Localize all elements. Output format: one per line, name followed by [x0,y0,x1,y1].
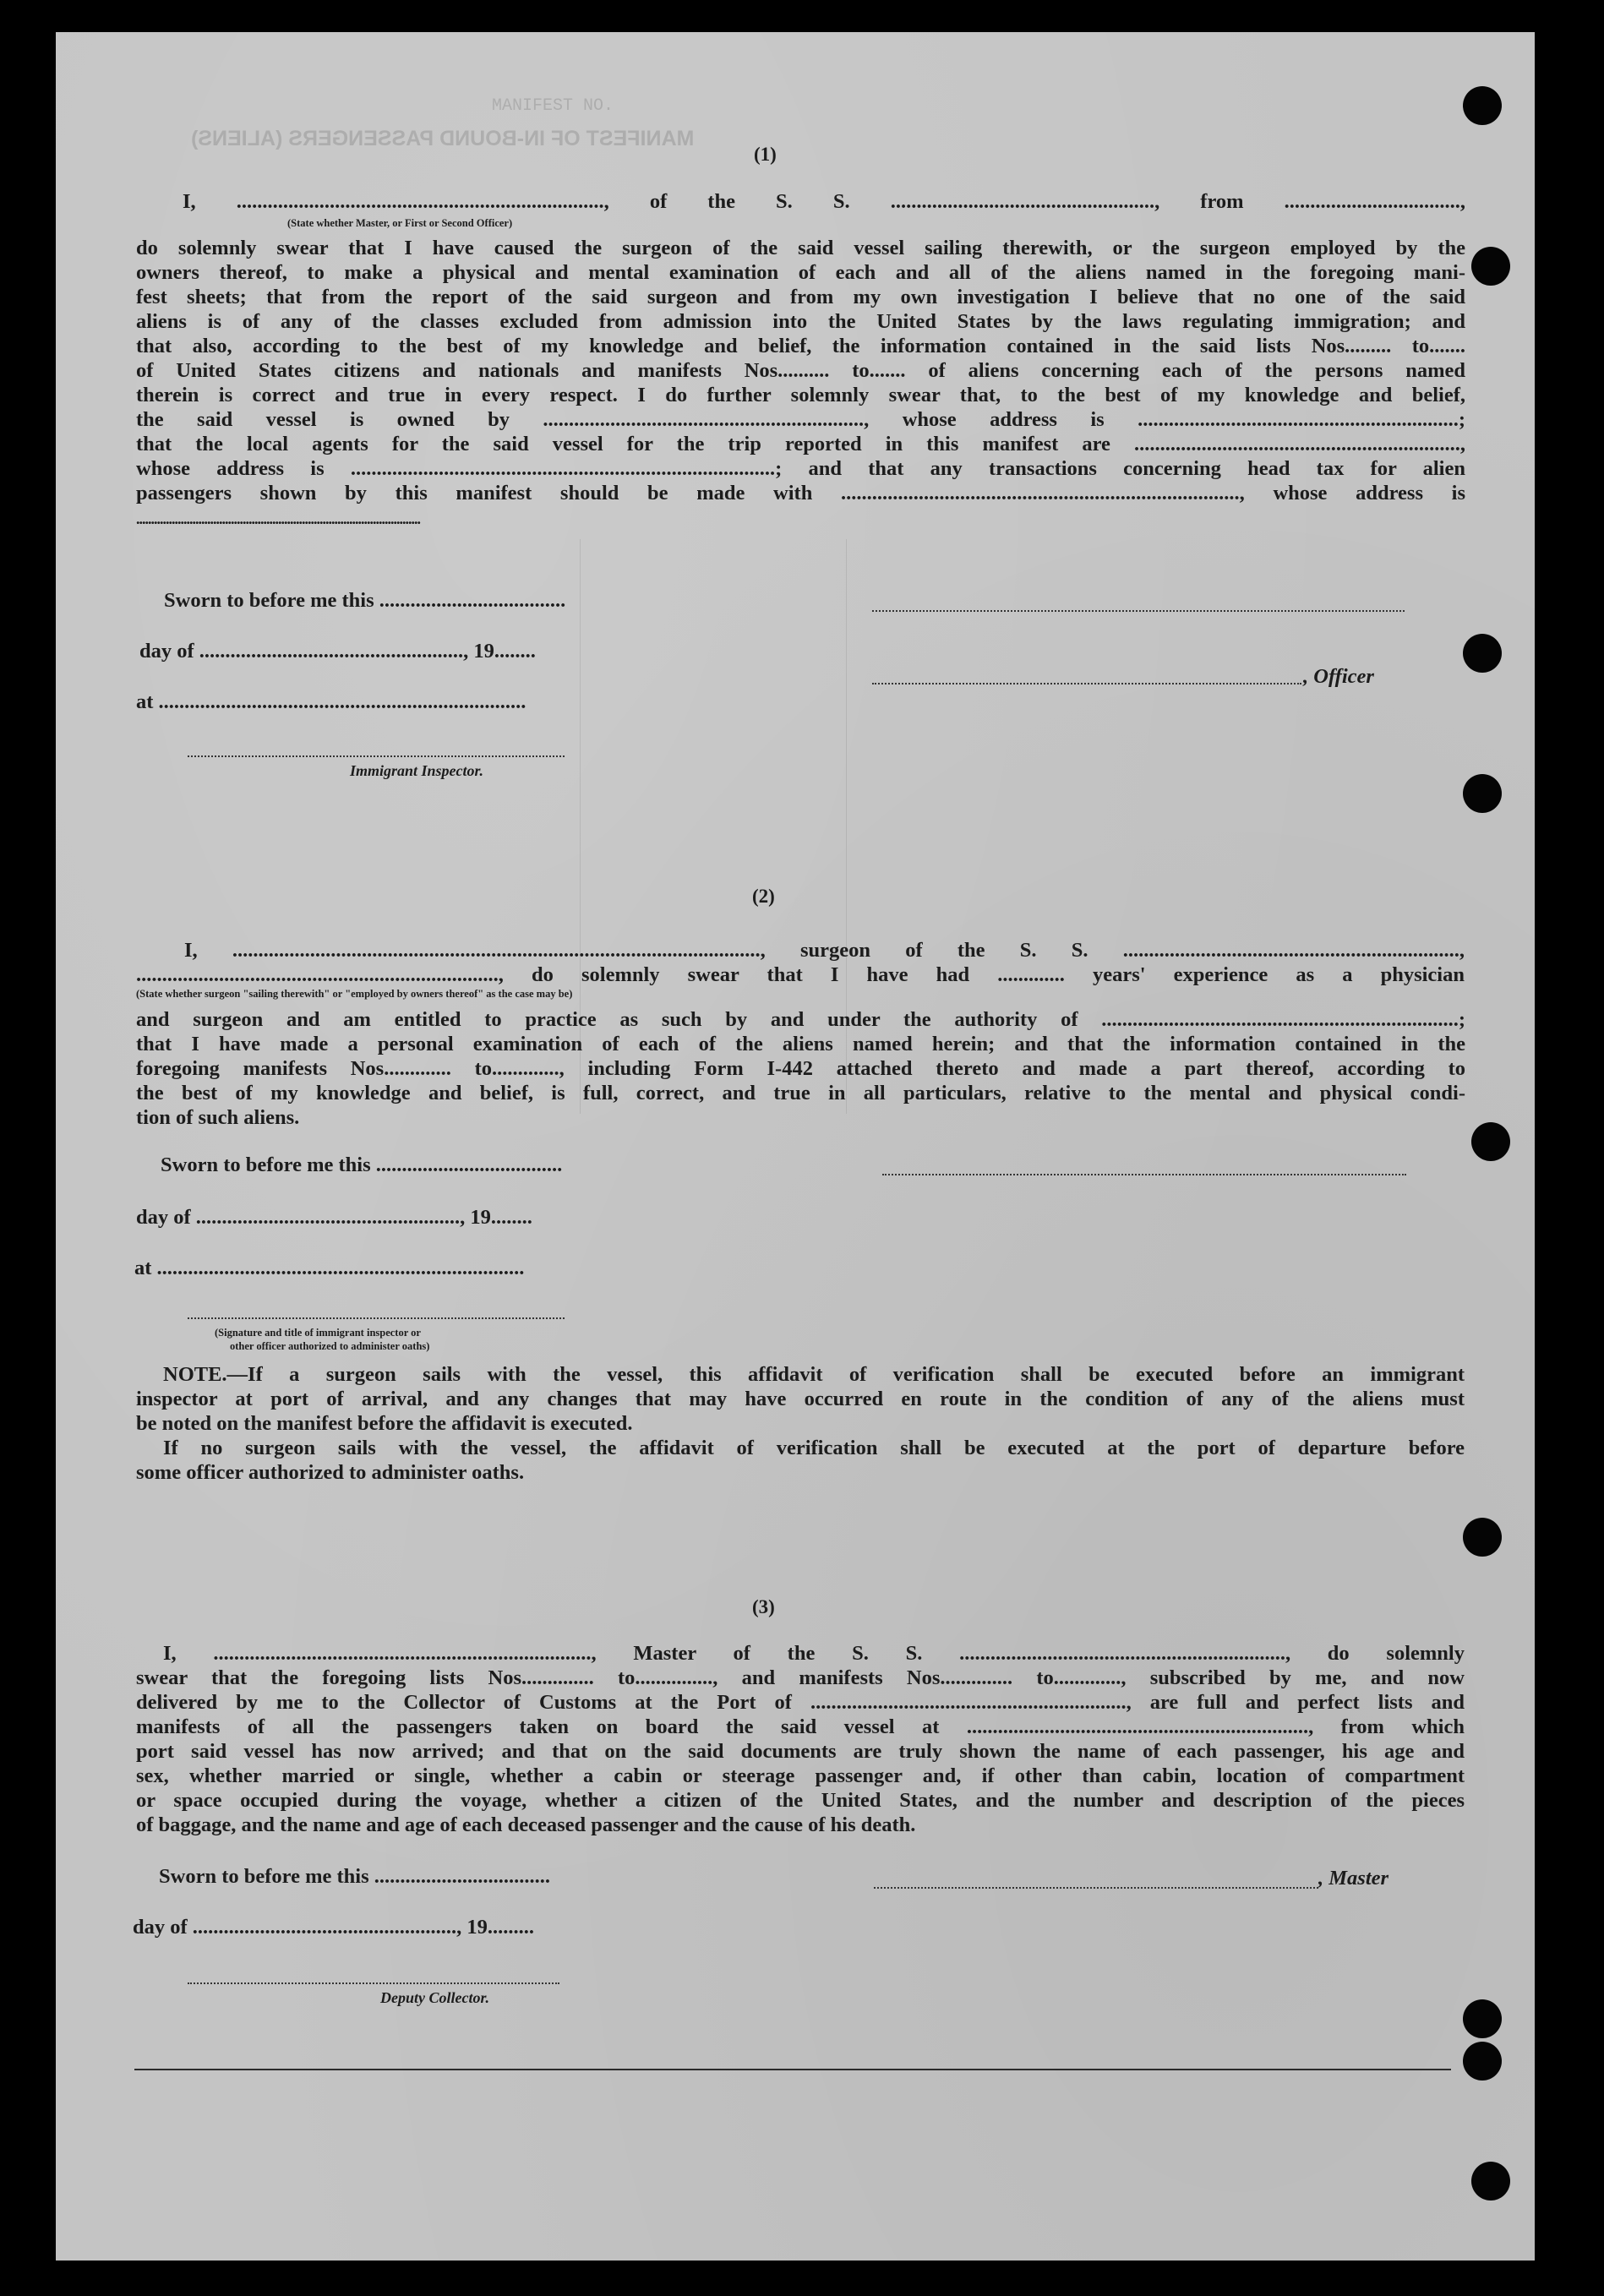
section-2-line: the best of my knowledge and belief, is full, correct, and true in all particulars, relative to the mental and physical condi- [136,1082,1465,1104]
bleed-through-manifest-no: MANIFEST NO. [492,96,614,116]
binder-hole [1463,1518,1502,1557]
section-1-officer-label: , Officer [1303,665,1374,688]
section-3-body [136,1641,1465,1837]
section-2-inspector-line [188,1317,565,1319]
binder-hole [1463,634,1502,673]
section-1-line: do solemnly swear that I have caused the surgeon of the said vessel sailing therewith, or the surgeon employed by the [136,237,1465,259]
note-line: inspector at port of arrival, and any changes that may have occurred en route in the condition of any of the aliens must [136,1388,1465,1410]
section-3-line: swear that the foregoing lists Nos.............. to..............., and manifests Nos.............. to............., subscribed by me, and now [136,1666,1465,1689]
binder-hole [1463,86,1502,125]
section-2-second-line: ......................................................................, do solemnly swear that I have had ............. years' experience as a physician [136,963,1465,986]
note-line: NOTE.—If a surgeon sails with the vessel, this affidavit of verification shall be executed before an immigrant [163,1363,1465,1386]
section-3-line: port said vessel has now arrived; and that on the said documents are truly shown the name of each passenger, his age and [136,1740,1465,1763]
binder-hole [1463,2042,1502,2081]
section-3-master-line [874,1887,1318,1889]
section-1-line: of United States citizens and nationals and manifests Nos.......... to....... of aliens concerning each of the persons named [136,359,1465,382]
section-2-line: that I have made a personal examination of each of the aliens named herein; and that the information contained in the [136,1033,1465,1055]
section-2-line: foregoing manifests Nos............. to............., including Form I-442 attached thereto and made a part thereof, according to [136,1057,1465,1080]
section-3-day-of: day of ..................................................., 19......... [133,1916,535,1939]
section-1-line: whose address is ..................................................................................; and that any transactions concerning head tax for alien [136,457,1465,480]
section-2-sworn: Sworn to before me this .................................... [161,1153,563,1176]
note-line: be noted on the manifest before the affidavit is executed. [136,1412,633,1435]
section-2-signature-note-2: other officer authorized to administer oaths) [230,1340,430,1352]
section-2-signature-line [882,1174,1406,1175]
binder-hole [1463,774,1502,813]
bottom-rule [134,2069,1451,2070]
section-3-line: manifests of all the passengers taken on board the said vessel at .................................................................., from which [136,1715,1465,1738]
binder-hole [1471,2162,1510,2201]
section-3-line: of baggage, and the name and age of each deceased passenger and the cause of his death. [136,1813,916,1836]
section-3-line: sex, whether married or single, whether a cabin or steerage passenger and, if other than cabin, location of compartment [136,1764,1465,1787]
section-1-line: aliens is of any of the classes excluded from admission into the United States by the laws regulating immigration; and [136,310,1465,333]
section-1-trailing-dots: ................................................................................................ [136,510,420,527]
section-1-officer-line [872,683,1301,684]
section-2-number: (2) [752,886,775,907]
section-1-line: that the local agents for the said vessel for the trip reported in this manifest are ..............................................................., [136,433,1465,455]
section-1-officer-signature-line [872,610,1405,612]
section-1-day-of: day of ..................................................., 19........ [139,640,536,663]
binder-hole [1471,247,1510,286]
section-1-body [136,236,1465,505]
section-3-line: delivered by me to the Collector of Customs at the Port of ............................................................., are full and perfect lists and [136,1691,1465,1714]
section-1-inspector-line [188,755,565,757]
binder-hole [1471,1122,1510,1161]
section-3-master-label: , Master [1318,1867,1389,1890]
section-2-body [136,1007,1465,1130]
section-1-first-line: I, ......................................................................., of the S. S. ..................................................., from .................................., [183,190,1465,213]
section-1-line: the said vessel is owned by .............................................................., whose address is ..............................................................; [136,408,1465,431]
section-1-line: therein is correct and true in every respect. I do further solemnly swear that, to the best of my knowledge and belief, [136,384,1465,406]
section-2-at: at ....................................................................... [134,1257,525,1279]
note-line: some officer authorized to administer oaths. [136,1461,525,1484]
binder-hole [1463,1999,1502,2038]
note-line: If no surgeon sails with the vessel, the affidavit of verification shall be executed at the port of departure before [163,1437,1465,1459]
manifest-back-page [56,32,1535,2261]
section-3-collector-line [188,1982,559,1984]
section-1-line: passengers shown by this manifest should be made with ............................................................................., whose address is [136,482,1465,504]
section-2-line: tion of such aliens. [136,1106,300,1129]
bleed-through-title: MANIFEST OF IN-BOUND PASSENGERS (ALIENS) [191,127,695,150]
section-2-day-of: day of ..................................................., 19........ [136,1206,532,1229]
section-1-sworn: Sworn to before me this .................................... [164,589,566,612]
section-1-number: (1) [754,144,777,165]
section-3-number: (3) [752,1596,775,1617]
section-2-signature-note-1: (Signature and title of immigrant inspector or [215,1327,421,1339]
section-1-line: fest sheets; that from the report of the said surgeon and from my own investigation I believe that no one of the said [136,286,1465,308]
section-2-surgeon-note: (State whether surgeon "sailing therewith" or "employed by owners thereof" as the case may be) [136,988,573,1000]
section-1-officer-note: (State whether Master, or First or Second Officer) [287,217,513,229]
section-3-sworn: Sworn to before me this .................................. [159,1865,550,1888]
section-1-line: owners thereof, to make a physical and mental examination of each and all of the aliens named in the foregoing mani- [136,261,1465,284]
section-3-line: or space occupied during the voyage, whether a citizen of the United States, and the number and description of the pieces [136,1789,1465,1812]
section-1-at: at ....................................................................... [136,690,526,713]
section-3-line: I, ........................................................................., Master of the S. S. ..............................................................., do solemnly [163,1642,1465,1665]
section-2-note [136,1362,1465,1485]
section-2-first-line: I, ......................................................................................................, surgeon of the S. S. ................................................................., [184,939,1465,962]
section-1-line: that also, according to the best of my knowledge and belief, the information contained in the said lists Nos......... to....... [136,335,1465,357]
section-2-line: and surgeon and am entitled to practice as such by and under the authority of .....................................................................; [136,1008,1465,1031]
section-3-collector-label: Deputy Collector. [380,1989,489,2006]
section-1-inspector-label: Immigrant Inspector. [350,762,484,779]
